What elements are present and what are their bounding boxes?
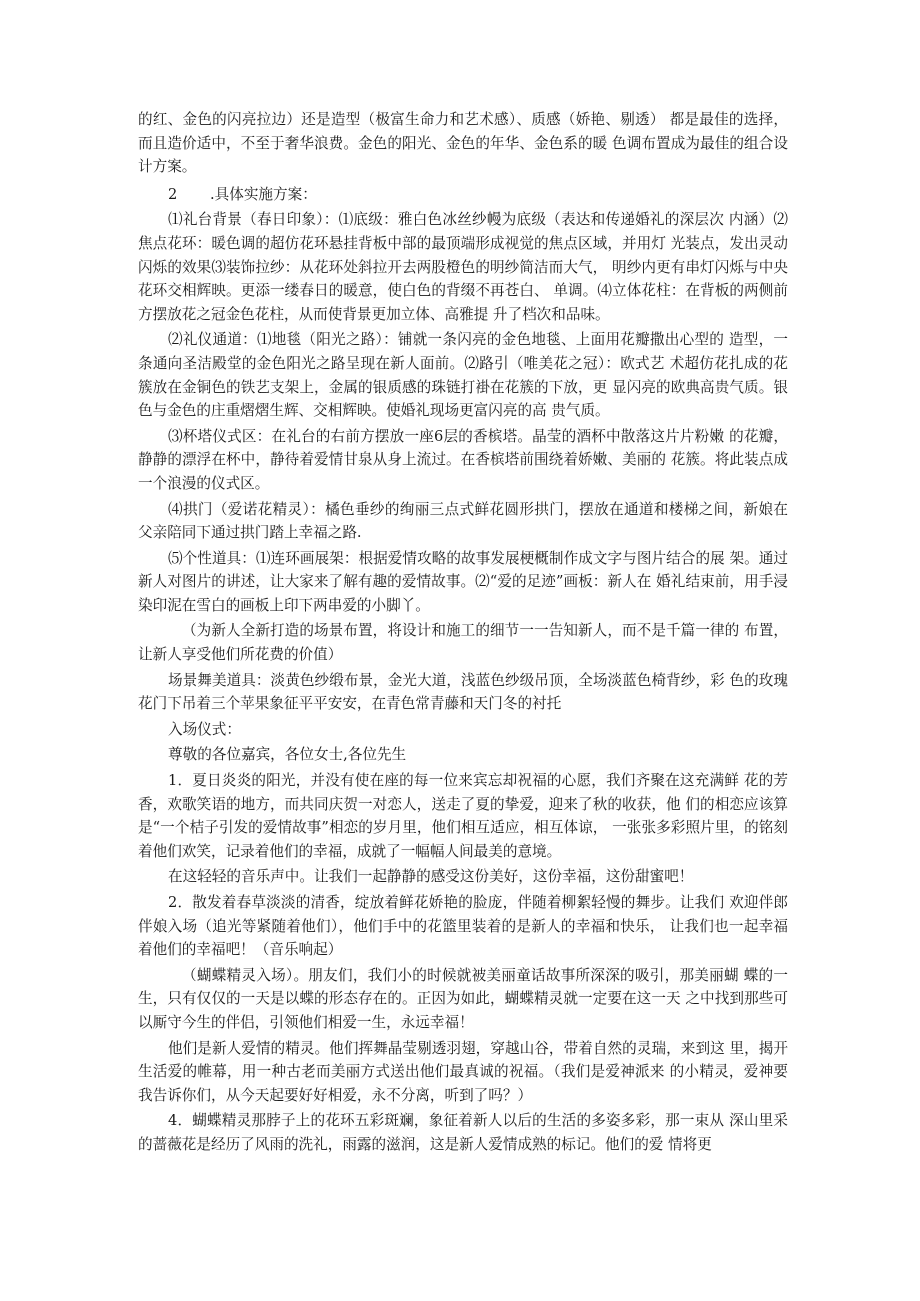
paragraph-note: （为新人全新打造的场景布置，将设计和施工的细节一一告知新人，而不是千篇一律的 布置，让新人享受他们所花费的价值）: [138, 622, 788, 664]
paragraph-stage-backdrop: ⑴礼台背景（春日印象）：⑴底级：雅白色冰丝纱幔为底级（表达和传递婚礼的深层次 内涵）⑵焦点花环：暖色调的超仿花环悬挂背板中部的最顶端形成视觉的焦点区域，并用灯 光装点，发出灵动闪烁的效果⑶装饰拉纱：从花环处斜拉开去两股橙色的明纱简洁而大气， 明纱内更有串灯闪烁与中央花环交相辉映。更添一缕春日的暖意，使白色的背缀不再苍白、 单调。⑷立体花柱：在背板的两侧前方摆放花之冠金色花柱，从而使背景更加立体、高雅提 升了档次和品味。: [138, 211, 788, 323]
paragraph-intro: 的红、金色的闪亮拉边）还是造型（极富生命力和艺术感）、质感（娇艳、剔透） 都是最佳的选择，而且造价适中，不至于奢华浪费。金色的阳光、金色的年华、金色系的暖 色调布置成为最佳的组合设计方案。: [138, 111, 788, 176]
section-title: .具体实施方案：: [210, 185, 317, 203]
section-number: 2: [168, 185, 178, 203]
paragraph-spirits: 他们是新人爱情的精灵。他们挥舞晶莹剔透羽翅，穿越山谷，带着自然的灵瑞，来到这 里，揭开生活爱的帷幕，用一种古老而美丽方式送出他们最真诚的祝福。（我们是爱神派来 的小精灵，爱神要我告诉你们，从今天起要好好相爱，永不分离，听到了吗？）: [138, 1039, 788, 1104]
paragraph-greeting: 尊敬的各位嘉宾，各位女士,各位先生: [168, 746, 407, 764]
paragraph-item-2: 2．散发着春草淡淡的清香，绽放着鲜花娇艳的脸庞，伴随着柳絮轻慢的舞步。让我们 欢迎伴郎伴娘入场（追光等紧随着他们），他们手中的花篮里装着的是新人的幸福和快乐， 让我们也一起幸福着他们的幸福吧！（音乐响起）: [138, 894, 788, 959]
paragraph-entrance-title: 入场仪式：: [168, 720, 241, 738]
paragraph-butterfly: （蝴蝶精灵入场）。朋友们，我们小的时候就被美丽童话故事所深深的吸引，那美丽蝴 蝶的一生，只有仅仅的一天是以蝶的形态存在的。正因为如此，蝴蝶精灵就一定要在这一天 之中找到那些可以厮守今生的伴侣，引领他们相爱一生，永远幸福！: [138, 966, 788, 1031]
section-heading: [138, 183, 788, 207]
paragraph-props: ⑸个性道具：⑴连环画展架：根据爱情攻略的故事发展梗概制作成文字与图片结合的展 架。通过新人对图片的讲述，让大家来了解有趣的爱情故事。⑵“爱的足迹”画板：新人在 婚礼结束前，用手浸染印泥在雪白的画板上印下两串爱的小脚丫。: [138, 549, 788, 614]
paragraph-item-4: 4．蝴蝶精灵那脖子上的花环五彩斑斓，象征着新人以后的生活的多姿多彩，那一束从 深山里采的蔷薇花是经历了风雨的洗礼，雨露的滋润，这是新人爱情成熟的标记。他们的爱 情将更: [138, 1112, 788, 1153]
paragraph-ceremony-aisle: ⑵礼仪通道：⑴地毯（阳光之路）：铺就一条闪亮的金色地毯、上面用花瓣撒出心型的 造型，一条通向圣洁殿堂的金色阳光之路呈现在新人面前。⑵路引（唯美花之冠）：欧式艺 术超仿花扎成的花簇放在金铜色的铁艺支架上，金属的银质感的珠链打褂在花簇的下放，更 显闪亮的欧典高贵气质。银色与金色的庄重熠熠生辉、交相辉映。使婚礼现场更富闪亮的高 贵气质。: [138, 331, 788, 420]
paragraph-archway: ⑷拱门（爱诺花精灵）：橘色垂纱的绚丽三点式鲜花圆形拱门，摆放在通道和楼梯之间，新娘在父亲陪同下通过拱门踏上幸福之路.: [138, 500, 788, 542]
paragraph-stage-props: 场景舞美道具：淡黄色纱缎布景，金光大道，浅蓝色纱级吊顶，全场淡蓝色椅背纱，彩 色的玫瑰花门下吊着三个苹果象征平平安安，在青色常青藤和天门冬的衬托: [138, 671, 788, 713]
paragraph-music: 在这轻轻的音乐声中。让我们一起静静的感受这份美好，这份幸福，这份甜蜜吧！: [168, 868, 694, 886]
paragraph-item-1: 1．夏日炎炎的阳光，并没有使在座的每一位来宾忘却祝福的心愿，我们齐聚在这充满鲜 花的芳香，欢歌笑语的地方，而共同庆贺一对恋人，送走了夏的挚爱，迎来了秋的收获，他 们的相恋应该算是“一个桔子引发的爱情故事”相恋的岁月里，他们相互适应，相互体谅， 一张张多彩照片里，的铭刻着他们欢笑，记录着他们的幸福，成就了一幅幅人间最美的意境。: [138, 772, 788, 860]
paragraph-champagne-tower: ⑶杯塔仪式区：在礼台的右前方摆放一座6层的香槟塔。晶莹的酒杯中散落这片片粉嫩 的花瓣，静静的漂浮在杯中，静待着爱情甘泉从身上流过。在香槟塔前围绕着娇嫩、美丽的 花簇。将此装点成一个浪漫的仪式区。: [138, 427, 788, 492]
